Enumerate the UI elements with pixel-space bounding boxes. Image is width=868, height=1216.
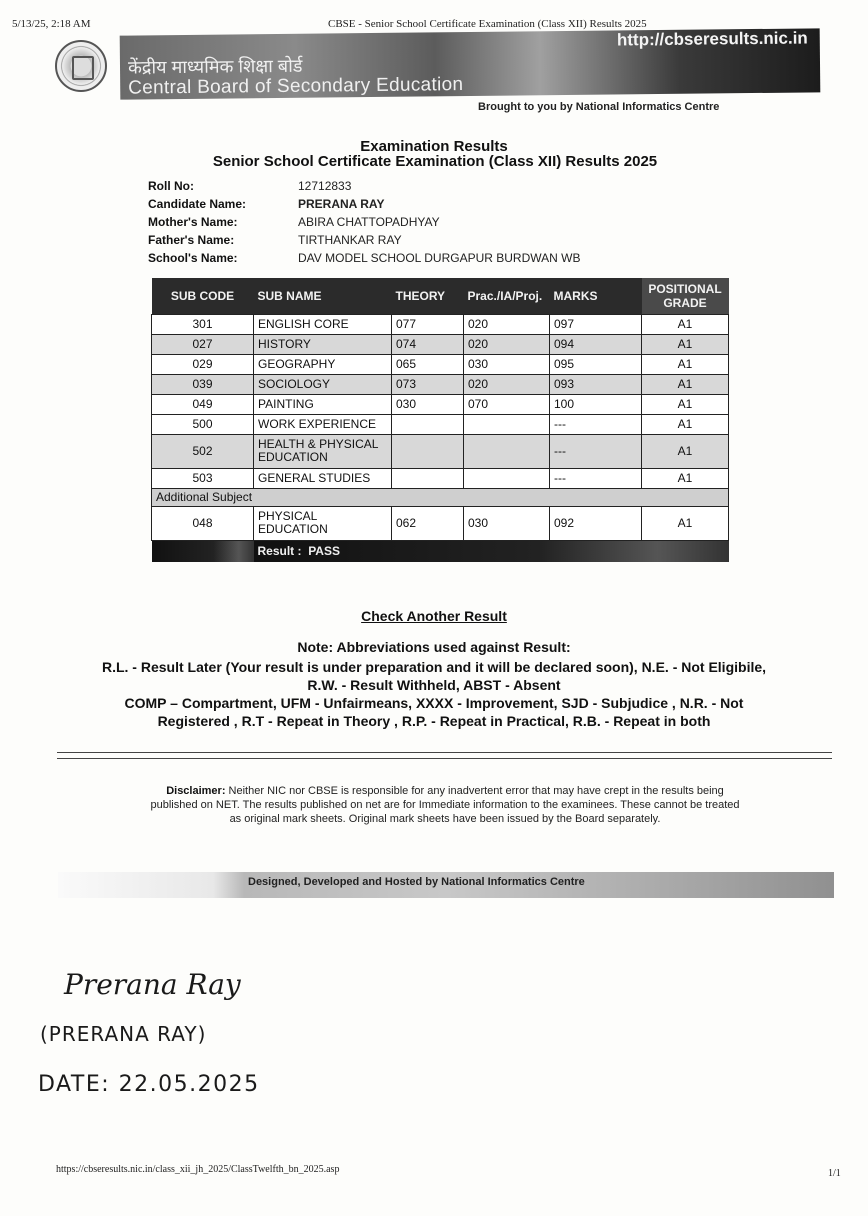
- handwritten-signature: Prerana Ray: [64, 968, 241, 1001]
- site-url-link[interactable]: http://cbseresults.nic.in: [616, 28, 808, 50]
- brought-by-text: Brought to you by National Informatics Centre: [478, 101, 720, 113]
- note-line: R.L. - Result Later (Your result is under preparation and it will be declared soon), N.E. - Not Eligibile,: [101, 659, 767, 675]
- grade: A1: [642, 394, 729, 414]
- sub-code: 500: [152, 414, 254, 434]
- theory-marks: 073: [392, 374, 464, 394]
- disclaimer-text: Neither NIC nor CBSE is responsible for any inadvertent error that may have crept in the results being published on NET. The results published on net are for Immediate information to the examinees. These cannot be treated as original mark sheets. Original mark sheets have been issued by the Board separately.: [150, 785, 740, 825]
- total-marks: 097: [550, 314, 642, 334]
- result-spacer: [152, 540, 254, 562]
- info-label: Roll No:: [148, 179, 194, 193]
- grade: A1: [642, 354, 729, 374]
- note-line: COMP – Compartment, UFM - Unfairmeans, XXXX - Improvement, SJD - Subjudice , N.R. - Not: [124, 695, 744, 711]
- header-theory: THEORY: [392, 278, 464, 314]
- sub-code: 503: [152, 468, 254, 488]
- info-father-name: [148, 231, 580, 249]
- info-label: Mother's Name:: [148, 215, 238, 229]
- table-row: [152, 468, 729, 488]
- school-name: DAV MODEL SCHOOL DURGAPUR BURDWAN WB: [298, 251, 581, 265]
- practical-marks: 030: [464, 354, 550, 374]
- info-school-name: [148, 249, 580, 267]
- sub-name: PAINTING: [254, 394, 392, 414]
- sub-code: 027: [152, 334, 254, 354]
- print-page-number: 1/1: [828, 1168, 841, 1179]
- page-title: Examination Results: [360, 138, 508, 155]
- result-label: Result :: [257, 544, 302, 559]
- print-title: CBSE - Senior School Certificate Examination (Class XII) Results 2025: [328, 18, 647, 30]
- info-label: Father's Name:: [148, 233, 235, 247]
- disclaimer-label: Disclaimer:: [166, 785, 226, 797]
- theory-marks: 030: [392, 394, 464, 414]
- result-row: [152, 540, 729, 562]
- theory-marks: [392, 434, 464, 468]
- check-another-container: [0, 608, 868, 624]
- practical-marks: 030: [464, 506, 550, 540]
- note-line: R.W. - Result Withheld, ABST - Absent: [307, 677, 561, 693]
- sub-name: HEALTH & PHYSICAL EDUCATION: [254, 434, 392, 468]
- table-row: [152, 374, 729, 394]
- practical-marks: 070: [464, 394, 550, 414]
- sub-code: 301: [152, 314, 254, 334]
- divider: [57, 752, 832, 753]
- practical-marks: 020: [464, 374, 550, 394]
- sub-code: 039: [152, 374, 254, 394]
- table-row: [152, 314, 729, 334]
- info-roll-no: [148, 177, 580, 195]
- theory-marks: [392, 414, 464, 434]
- abbreviations-note: [0, 638, 868, 730]
- page-subtitle: Senior School Certificate Examination (Class XII) Results 2025: [212, 153, 658, 170]
- theory-marks: [392, 468, 464, 488]
- cbse-logo-icon: [55, 40, 107, 92]
- practical-marks: [464, 414, 550, 434]
- info-mother-name: [148, 213, 580, 231]
- sub-name: ENGLISH CORE: [254, 314, 392, 334]
- header-sub-name: SUB NAME: [254, 278, 392, 314]
- practical-marks: 020: [464, 314, 550, 334]
- disclaimer: [150, 784, 740, 826]
- additional-subject-row: [152, 488, 729, 506]
- total-marks: 100: [550, 394, 642, 414]
- sub-name: SOCIOLOGY: [254, 374, 392, 394]
- sub-code: 502: [152, 434, 254, 468]
- theory-marks: 062: [392, 506, 464, 540]
- sub-name: GEOGRAPHY: [254, 354, 392, 374]
- total-marks: 095: [550, 354, 642, 374]
- grade: A1: [642, 334, 729, 354]
- father-name: TIRTHANKAR RAY: [298, 233, 402, 247]
- grade: A1: [642, 374, 729, 394]
- table-row: [152, 354, 729, 374]
- total-marks: ---: [550, 468, 642, 488]
- header-sub-code: SUB CODE: [152, 278, 254, 314]
- table-row: [152, 334, 729, 354]
- practical-marks: [464, 434, 550, 468]
- result-cell: [254, 540, 729, 562]
- candidate-name: PRERANA RAY: [298, 197, 385, 211]
- total-marks: ---: [550, 434, 642, 468]
- total-marks: 093: [550, 374, 642, 394]
- info-label: School's Name:: [148, 251, 238, 265]
- handwritten-date: DATE: 22.05.2025: [38, 1072, 260, 1097]
- sub-code: 049: [152, 394, 254, 414]
- table-header-row: [152, 278, 729, 314]
- sub-name: GENERAL STUDIES: [254, 468, 392, 488]
- handwritten-name: (PRERANA RAY): [40, 1022, 207, 1046]
- total-marks: 094: [550, 334, 642, 354]
- table-row: [152, 434, 729, 468]
- total-marks: 092: [550, 506, 642, 540]
- grade: A1: [642, 434, 729, 468]
- grade: A1: [642, 414, 729, 434]
- theory-marks: 074: [392, 334, 464, 354]
- table-row: [152, 414, 729, 434]
- board-name-hindi: केंद्रीय माध्यमिक शिक्षा बोर्ड: [127, 55, 303, 78]
- table-row: [152, 394, 729, 414]
- theory-marks: 077: [392, 314, 464, 334]
- roll-number: 12712833: [298, 179, 352, 193]
- sub-name: WORK EXPERIENCE: [254, 414, 392, 434]
- print-datetime: 5/13/25, 2:18 AM: [12, 18, 91, 30]
- info-candidate-name: [148, 195, 580, 213]
- grade: A1: [642, 314, 729, 334]
- table-row: [152, 506, 729, 540]
- practical-marks: 020: [464, 334, 550, 354]
- board-name-english: Central Board of Secondary Education: [128, 74, 464, 99]
- sub-code: 029: [152, 354, 254, 374]
- mother-name: ABIRA CHATTOPADHYAY: [298, 215, 440, 229]
- designed-by-text: Designed, Developed and Hosted by National Informatics Centre: [248, 876, 585, 888]
- header-marks: MARKS: [550, 278, 642, 314]
- total-marks: ---: [550, 414, 642, 434]
- sub-name: PHYSICAL EDUCATION: [254, 506, 392, 540]
- header-grade: POSITIONAL GRADE: [642, 278, 729, 314]
- sub-code: 048: [152, 506, 254, 540]
- candidate-info: [148, 177, 580, 267]
- grade: A1: [642, 506, 729, 540]
- footer-bar: [58, 872, 834, 898]
- divider: [57, 758, 832, 759]
- grade: A1: [642, 468, 729, 488]
- sub-name: HISTORY: [254, 334, 392, 354]
- practical-marks: [464, 468, 550, 488]
- header-banner: [120, 28, 821, 99]
- result-value: PASS: [308, 544, 340, 559]
- print-footer-url: https://cbseresults.nic.in/class_xii_jh_2025/ClassTwelfth_bn_2025.asp: [56, 1164, 340, 1175]
- additional-subject-label: Additional Subject: [152, 488, 729, 506]
- info-label: Candidate Name:: [148, 197, 247, 211]
- note-line: Registered , R.T - Repeat in Theory , R.P. - Repeat in Practical, R.B. - Repeat in both: [157, 713, 711, 729]
- marks-table: [151, 278, 729, 562]
- note-title: Note: Abbreviations used against Result:: [297, 639, 571, 655]
- check-another-result-link[interactable]: Check Another Result: [361, 608, 507, 624]
- theory-marks: 065: [392, 354, 464, 374]
- header-practical: Prac./IA/Proj.: [464, 278, 550, 314]
